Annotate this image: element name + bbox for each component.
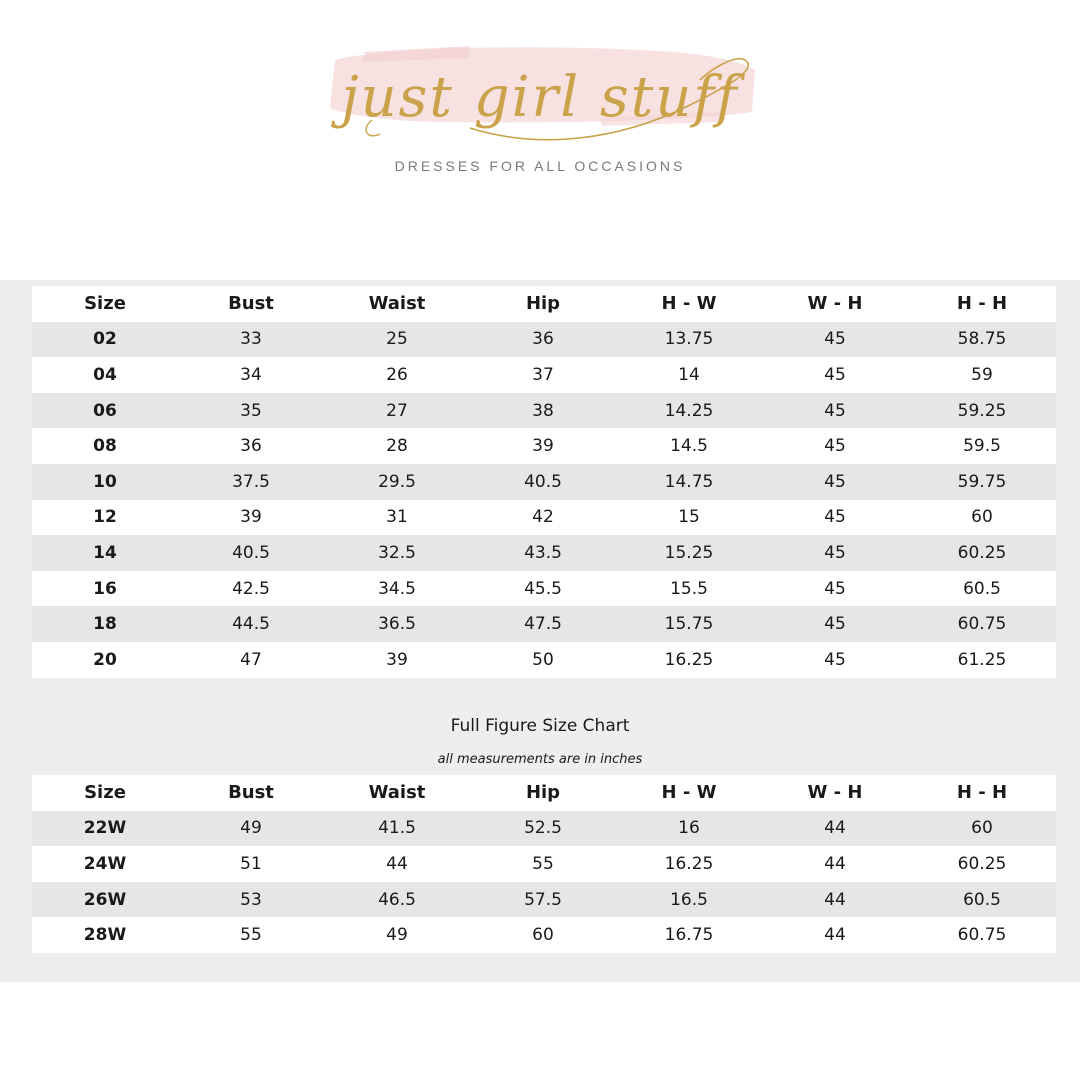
measurement-cell: 59: [971, 364, 993, 385]
measurement-cell: 16.5: [670, 889, 708, 910]
measurement-cell: 38: [532, 400, 554, 421]
measurement-cell: 44.5: [232, 614, 270, 635]
measurement-cell: 34.5: [378, 578, 416, 599]
column-header: Waist: [368, 782, 426, 804]
measurement-cell: 35: [240, 400, 262, 421]
measurement-cell: 45: [824, 436, 846, 457]
measurement-cell: 60.5: [963, 889, 1001, 910]
table-row: [32, 882, 1056, 918]
size-cell: 16: [93, 578, 117, 599]
size-cell: 24W: [83, 853, 127, 874]
column-header: W - H: [807, 293, 863, 315]
size-cell: 06: [93, 400, 117, 421]
table-row: [32, 322, 1056, 358]
measurement-cell: 39: [386, 649, 408, 670]
measurement-cell: 47.5: [524, 614, 562, 635]
column-header: Size: [84, 293, 126, 315]
column-header: Bust: [228, 782, 274, 804]
size-cell: 02: [93, 329, 117, 350]
measurement-cell: 14.25: [664, 400, 714, 421]
size-cell: 18: [93, 614, 117, 635]
measurement-cell: 33: [240, 329, 262, 350]
measurement-cell: 60.75: [957, 925, 1007, 946]
measurement-cell: 59.75: [957, 471, 1007, 492]
column-header: H - W: [661, 293, 717, 315]
measurement-cell: 28: [386, 436, 408, 457]
measurement-cell: 61.25: [957, 649, 1007, 670]
table-row: [32, 535, 1056, 571]
measurement-cell: 45: [824, 542, 846, 563]
measurement-cell: 45.5: [524, 578, 562, 599]
measurement-cell: 49: [240, 818, 262, 839]
column-header: H - H: [956, 782, 1008, 804]
column-header: H - W: [661, 782, 717, 804]
table-header-row: [32, 286, 1056, 322]
table-row: [32, 846, 1056, 882]
measurement-cell: 37: [532, 364, 554, 385]
measurement-cell: 16: [678, 818, 700, 839]
measurement-cell: 40.5: [524, 471, 562, 492]
measurement-cell: 59.25: [957, 400, 1007, 421]
table-row: [32, 917, 1056, 953]
measurement-cell: 44: [824, 853, 846, 874]
measurement-cell: 15: [678, 507, 700, 528]
measurement-cell: 43.5: [524, 542, 562, 563]
brand-tagline: DRESSES FOR ALL OCCASIONS: [394, 158, 686, 174]
measurement-cell: 60.5: [963, 578, 1001, 599]
measurement-cell: 31: [386, 507, 408, 528]
size-cell: 20: [93, 649, 117, 670]
measurement-cell: 60.25: [957, 542, 1007, 563]
measurement-cell: 60: [532, 925, 554, 946]
measurement-cell: 16.25: [664, 649, 714, 670]
size-cell: 04: [93, 364, 117, 385]
measurement-cell: 45: [824, 364, 846, 385]
column-header: Hip: [525, 782, 561, 804]
measurement-cell: 44: [386, 853, 408, 874]
measurement-cell: 46.5: [378, 889, 416, 910]
measurement-cell: 44: [824, 818, 846, 839]
table-row: [32, 642, 1056, 678]
size-cell: 14: [93, 542, 117, 563]
table-row: [32, 606, 1056, 642]
logo-wordmark: just girl stuff: [341, 65, 739, 130]
column-header: H - H: [956, 293, 1008, 315]
brand-logo: [0, 0, 1080, 200]
measurement-cell: 36: [532, 329, 554, 350]
measurement-cell: 41.5: [378, 818, 416, 839]
measurement-cell: 44: [824, 889, 846, 910]
table-row: [32, 393, 1056, 429]
size-cell: 26W: [83, 889, 127, 910]
measurement-cell: 60: [971, 818, 993, 839]
measurement-cell: 55: [532, 853, 554, 874]
table-row: [32, 357, 1056, 393]
measurement-cell: 45: [824, 578, 846, 599]
measurement-cell: 44: [824, 925, 846, 946]
measurement-cell: 13.75: [664, 329, 714, 350]
measurement-cell: 45: [824, 649, 846, 670]
measurement-cell: 27: [386, 400, 408, 421]
measurement-cell: 58.75: [957, 329, 1007, 350]
measurement-cell: 59.5: [963, 436, 1001, 457]
measurement-cell: 42.5: [232, 578, 270, 599]
measurement-cell: 15.75: [664, 614, 714, 635]
measurement-cell: 45: [824, 471, 846, 492]
measurement-cell: 50: [532, 649, 554, 670]
column-header: Waist: [368, 293, 426, 315]
measurement-cell: 60.75: [957, 614, 1007, 635]
size-cell: 28W: [83, 925, 127, 946]
measurement-cell: 15.25: [664, 542, 714, 563]
column-header: Size: [84, 782, 126, 804]
measurement-cell: 45: [824, 400, 846, 421]
measurement-cell: 16.25: [664, 853, 714, 874]
measurement-cell: 14: [678, 364, 700, 385]
measurement-cell: 47: [240, 649, 262, 670]
measurement-cell: 45: [824, 614, 846, 635]
measurement-cell: 45: [824, 507, 846, 528]
measurement-cell: 40.5: [232, 542, 270, 563]
measurement-cell: 57.5: [524, 889, 562, 910]
measurement-cell: 55: [240, 925, 262, 946]
standard-size-table: [32, 286, 1056, 678]
measurement-cell: 32.5: [378, 542, 416, 563]
table-row: [32, 428, 1056, 464]
measurement-cell: 60: [971, 507, 993, 528]
measurement-cell: 36.5: [378, 614, 416, 635]
column-header: Bust: [228, 293, 274, 315]
measurement-cell: 29.5: [378, 471, 416, 492]
measurement-cell: 53: [240, 889, 262, 910]
measurement-unit-note: all measurements are in inches: [437, 752, 643, 767]
measurement-cell: 39: [240, 507, 262, 528]
measurement-cell: 14.5: [670, 436, 708, 457]
table-row: [32, 464, 1056, 500]
measurement-cell: 51: [240, 853, 262, 874]
table-header-row: [32, 775, 1056, 811]
measurement-cell: 25: [386, 329, 408, 350]
measurement-cell: 15.5: [670, 578, 708, 599]
size-cell: 08: [93, 436, 117, 457]
full-figure-chart-title: Full Figure Size Chart: [450, 716, 630, 736]
measurement-cell: 16.75: [664, 925, 714, 946]
measurement-cell: 45: [824, 329, 846, 350]
full-figure-size-table: [32, 775, 1056, 953]
measurement-cell: 37.5: [232, 471, 270, 492]
measurement-cell: 39: [532, 436, 554, 457]
size-cell: 22W: [83, 818, 127, 839]
size-cell: 12: [93, 507, 117, 528]
measurement-cell: 34: [240, 364, 262, 385]
size-cell: 10: [93, 471, 117, 492]
column-header: Hip: [525, 293, 561, 315]
column-header: W - H: [807, 782, 863, 804]
measurement-cell: 26: [386, 364, 408, 385]
measurement-cell: 52.5: [524, 818, 562, 839]
table-row: [32, 811, 1056, 847]
measurement-cell: 42: [532, 507, 554, 528]
measurement-cell: 49: [386, 925, 408, 946]
table-row: [32, 500, 1056, 536]
measurement-cell: 36: [240, 436, 262, 457]
table-row: [32, 571, 1056, 607]
measurement-cell: 14.75: [664, 471, 714, 492]
measurement-cell: 60.25: [957, 853, 1007, 874]
